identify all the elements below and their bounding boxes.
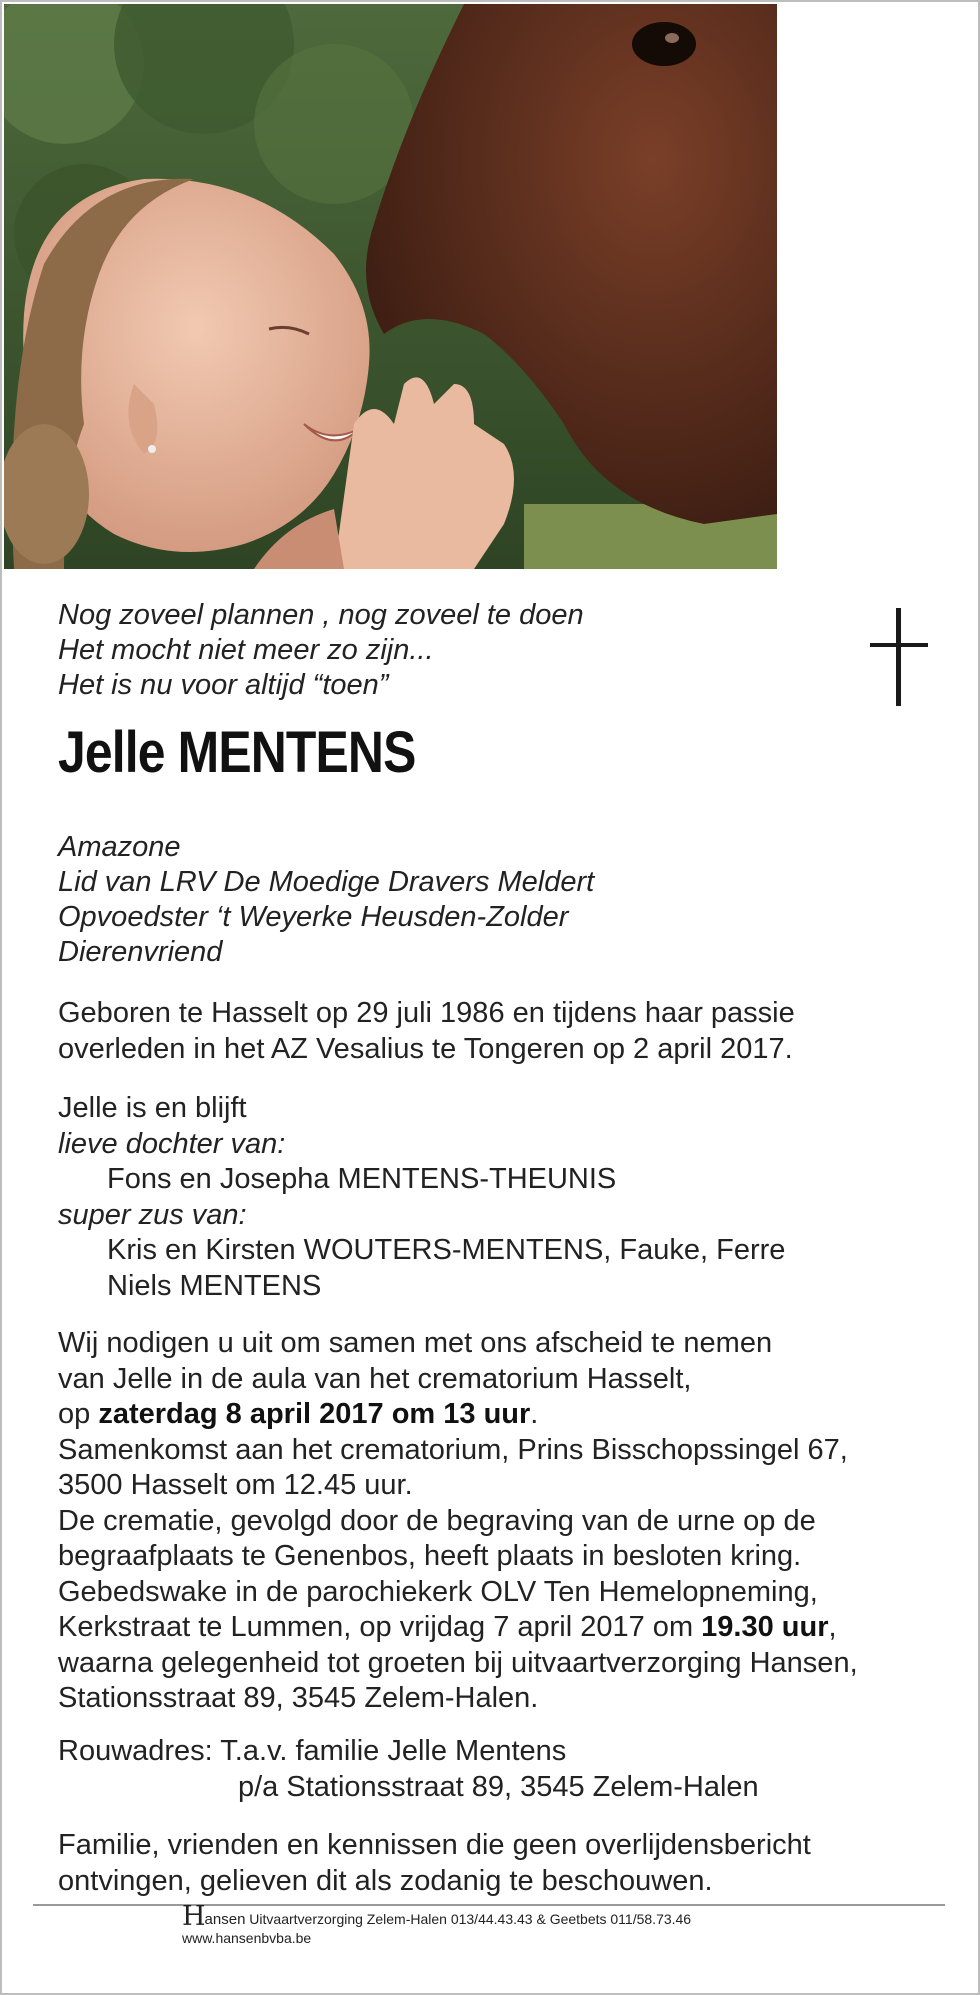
funeral-home-website[interactable]: www.hansenbvba.be [182,1930,312,1946]
role-item: Lid van LRV De Moedige Dravers Meldert [58,866,595,898]
daughter-label: lieve dochter van: [58,1127,286,1160]
ceremony-date-line [58,1397,858,1433]
address-line: p/a Stationsstraat 89, 3545 Zelem-Halen [238,1770,759,1803]
deceased-name: Jelle MENTENS [58,720,416,785]
poem-line: Het is nu voor altijd “toen” [58,669,389,701]
ceremony-line: Gebedswake in de parochiekerk OLV Ten Hemelopneming, [58,1575,818,1608]
ceremony-text: , [828,1611,837,1643]
ceremony-line: Wij nodigen u uit om samen met ons afscheid te nemen [58,1327,773,1359]
ceremony-line: De crematie, gevolgd door de begraving van de urne op de [58,1504,816,1537]
portrait-photo [4,4,777,569]
ceremony-line: van Jelle in de aula van het crematorium Hasselt, [58,1362,692,1395]
funeral-home-footer [182,1901,692,1947]
ceremony-line: Samenkomst aan het crematorium, Prins Bisschopssingel 67, [58,1433,848,1466]
ceremony-section [58,1326,858,1717]
parents-names: Fons en Josepha MENTENS-THEUNIS [107,1163,617,1195]
cross-icon [870,608,928,706]
ceremony-line: begraafplaats te Genenbos, heeft plaats in besloten kring. [58,1540,802,1572]
role-item: Opvoedster ‘t Weyerke Heusden-Zolder [58,901,569,933]
address-line: Rouwadres: T.a.v. familie Jelle Mentens [58,1735,567,1767]
birth-line: Geboren te Hasselt op 29 juli 1986 en tijdens haar passie [58,997,795,1029]
closing-line: Familie, vrienden en kennissen die geen overlijdensbericht [58,1829,811,1861]
role-item: Amazone [58,831,181,863]
vigil-line [58,1610,858,1646]
family-intro: Jelle is en blijft [58,1092,247,1124]
closing-line: ontvingen, gelieven dit als zodanig te beschouwen. [58,1864,713,1897]
ceremony-line: 3500 Hasselt om 12.45 uur. [58,1469,413,1501]
siblings-names: Niels MENTENS [107,1269,322,1302]
vigil-time: 19.30 uur [701,1611,829,1643]
poem [58,598,584,703]
closing-note [58,1828,811,1899]
ceremony-line: Stationsstraat 89, 3545 Zelem-Halen. [58,1682,539,1714]
hansen-logo-text: ansen [204,1911,246,1928]
hansen-logo-letter: H [182,1901,205,1932]
siblings-names: Kris en Kirsten WOUTERS-MENTENS, Fauke, Ferre [107,1234,786,1266]
mourning-address [58,1734,759,1805]
birth-death-info [58,996,795,1067]
footer-divider [33,1904,945,1906]
funeral-home-info [182,1901,692,1932]
funeral-home-contact: Uitvaartverzorging Zelem-Halen 013/44.43.43 & Geetbets 011/58.73.46 [245,1911,692,1927]
ceremony-text: op [58,1398,99,1430]
sister-label: super zus van: [58,1198,247,1231]
death-line: overleden in het AZ Vesalius te Tongeren op 2 april 2017. [58,1032,793,1065]
ceremony-date: zaterdag 8 april 2017 om 13 uur [98,1398,531,1430]
family-section [58,1091,785,1304]
ceremony-line: waarna gelegenheid tot groeten bij uitvaartverzorging Hansen, [58,1646,858,1679]
ceremony-text: Kerkstraat te Lummen, op vrijdag 7 april 2017 om [58,1611,702,1643]
poem-line: Nog zoveel plannen , nog zoveel te doen [58,599,584,631]
ceremony-text: . [530,1398,539,1430]
roles-list [58,830,594,970]
poem-line: Het mocht niet meer zo zijn... [58,634,434,666]
role-item: Dierenvriend [58,936,223,968]
